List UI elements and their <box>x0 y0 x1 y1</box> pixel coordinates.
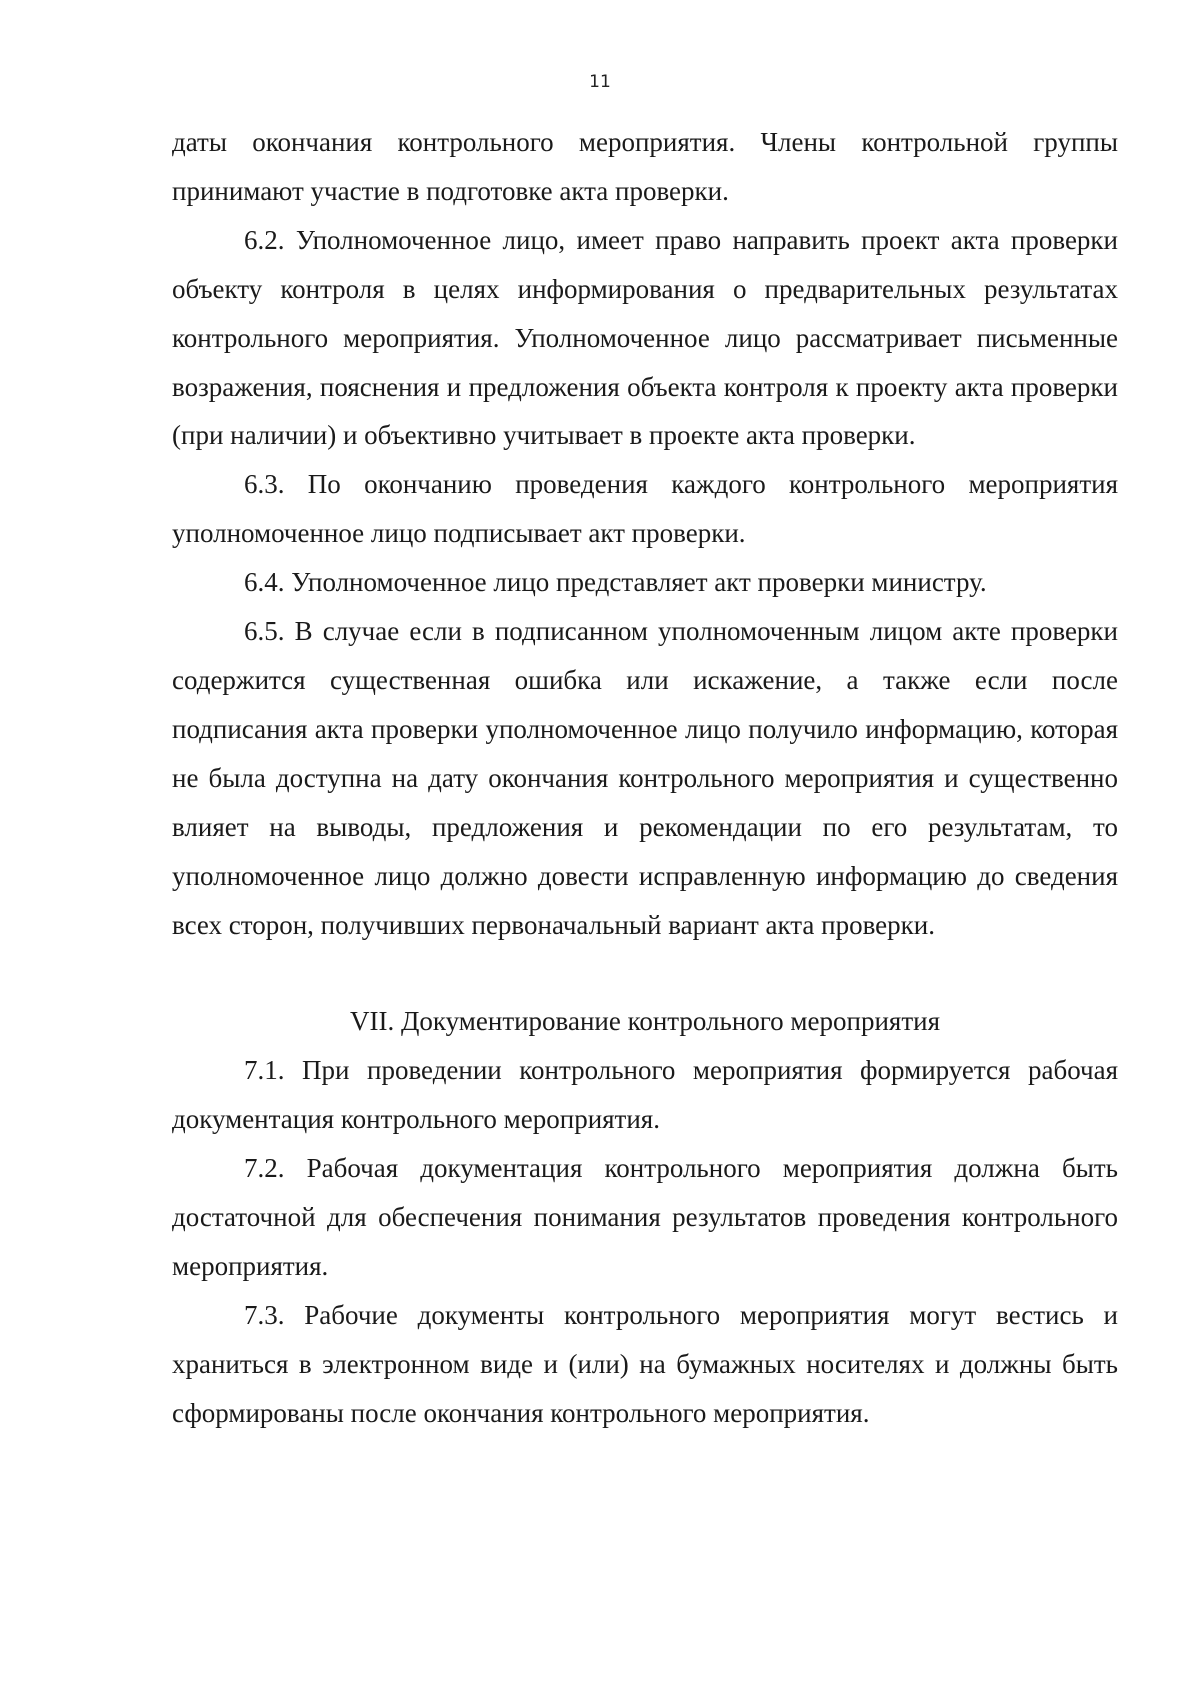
paragraph-7-2: 7.2. Рабочая документация контрольного мероприятия должна быть достаточной для обеспечения понимания результатов проведения контрольного мероприятия. <box>172 1153 1118 1281</box>
paragraph-7-1: 7.1. При проведении контрольного мероприятия формируется рабочая документация контрольного мероприятия. <box>172 1055 1118 1135</box>
document-body <box>172 118 1118 1438</box>
section-6-paragraphs <box>172 118 1118 949</box>
paragraph-continuation: даты окончания контрольного мероприятия. Члены контрольной группы принимают участие в подготовке акта проверки. <box>172 127 1118 206</box>
paragraph-6-5: 6.5. В случае если в подписанном уполномоченным лицом акте проверки содержится существенная ошибка или искажение, а также если после подписания акта проверки уполномоченное лицо получило информацию, которая не была доступна на дату окончания контрольного мероприятия и существенно влияет на выводы, предложения и рекомендации по его результатам, то уполномоченное лицо должно довести исправленную информацию до сведения всех сторон, получивших первоначальный вариант акта проверки. <box>172 616 1118 940</box>
section-7-paragraphs <box>172 1046 1118 1437</box>
paragraph-7-3: 7.3. Рабочие документы контрольного мероприятия могут вестись и храниться в электронном виде и (или) на бумажных носителях и должны быть сформированы после окончания контрольного мероприятия. <box>172 1299 1118 1428</box>
page-number: 11 <box>589 72 611 92</box>
paragraph-6-3: 6.3. По окончанию проведения каждого контрольного мероприятия уполномоченное лицо подписывает акт проверки. <box>172 469 1118 549</box>
section-heading: VII. Документирование контрольного мероприятия <box>350 1006 940 1037</box>
paragraph-6-4: 6.4. Уполномоченное лицо представляет акт проверки министру. <box>244 567 987 598</box>
paragraph-6-2: 6.2. Уполномоченное лицо, имеет право направить проект акта проверки объекту контроля в целях информирования о предварительных результатах контрольного мероприятия. Уполномоченное лицо рассматривает письменные возражения, пояснения и предложения объекта контроля к проекту акта проверки (при наличии) и объективно учитывает в проекте акта проверки. <box>172 224 1118 451</box>
